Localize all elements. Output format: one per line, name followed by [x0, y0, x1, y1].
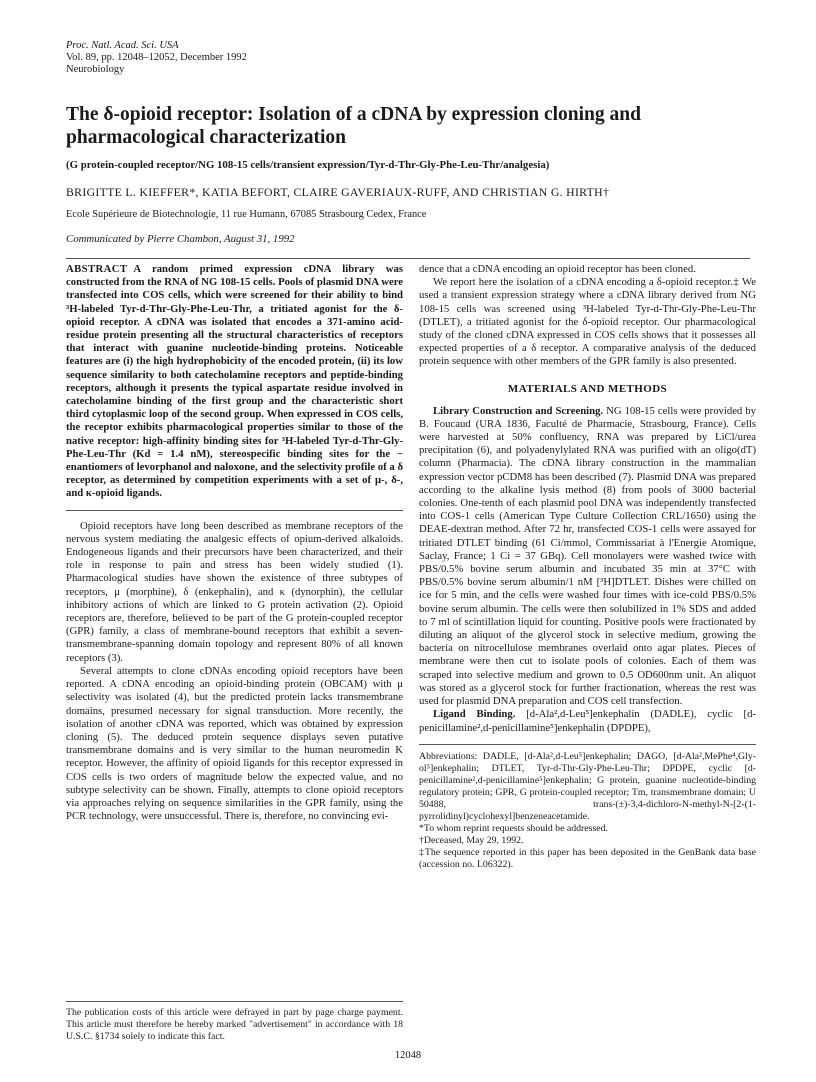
article-title: The δ-opioid receptor: Isolation of a cDNA by expression cloning and pharmacological characterization	[66, 104, 641, 148]
keywords: (G protein-coupled receptor/NG 108-15 cells/transient expression/Tyr-d-Thr-Gly-Phe-Leu-Thr/analgesia)	[66, 159, 550, 171]
page-number: 12048	[394, 1050, 422, 1061]
affiliation: Ecole Supérieure de Biotechnologie, 11 rue Humann, 67085 Strasbourg Cedex, France	[66, 209, 427, 220]
charges-text: The publication costs of this article were defrayed in part by page charge payment. This article must therefore be hereby marked "advertisement" in accordance with 18 U.S.C. §1734 solely to indicate this fact.	[66, 1007, 403, 1042]
footnote-genbank: ‡The sequence reported in this paper has been deposited in the GenBank data base (accession no. L06322).	[419, 846, 756, 870]
abbreviations: Abbreviations: DADLE, [d-Ala²,d-Leu⁵]enkephalin; DAGO, [d-Ala²,MePhe⁴,Gly-ol⁵]enkephalin; DTLET, Tyr-d-Thr-Gly-Phe-Leu-Thr; DPDPE, cyclic [d-penicillamine²,d-penicillamine⁵]enkephalin; G protein, guanine nucleotide-binding regulatory protein; GPR, G protein-coupled receptor; Tm, transmembrane domain; U 50488, trans-(±)-3,4-dichloro-N-methyl-N-[2-(1-pyrrolidinyl)cyclohexyl]benzeneacetamide.	[419, 744, 756, 823]
journal-volume: Vol. 89, pp. 12048–12052, December 1992	[66, 52, 247, 63]
ligand-text: [d-Ala²,d-Leu⁵]enkephalin (DADLE), cyclic [d-penicillamine²,d-penicillamine⁵]enkephalin (DPDPE),	[419, 708, 757, 734]
header-rule	[66, 258, 750, 259]
page-charges-note	[66, 1001, 403, 1043]
ligand-section	[419, 708, 756, 734]
intro-paragraph-3: dence that a cDNA encoding an opioid receptor has been cloned.	[419, 263, 696, 275]
footnote-deceased: †Deceased, May 29, 1992.	[419, 834, 524, 846]
abstract-label: ABSTRACT	[66, 263, 128, 275]
left-column	[66, 263, 403, 823]
ligand-heading: Ligand Binding.	[433, 708, 516, 721]
library-section	[419, 405, 756, 709]
methods-heading: MATERIALS AND METHODS	[507, 382, 668, 395]
library-heading: Library Construction and Screening.	[433, 404, 604, 417]
abstract-text: A random primed expression cDNA library was constructed from the RNA of NG 108-15 cells. Pools of plasmid DNA were transfected into COS cells, which were screened for their ability to bind ³H-labeled Tyr-d-Thr-Gly-Phe-Leu-Thr, a tritiated agonist for the δ-opioid receptor. A cDNA was isolated that encodes a 371-amino acid-residue protein presenting all the structural characteristics of receptors that interact with guanine nucleotide-binding proteins. Noticeable features are (i) the high hydrophobicity of the encoded protein, (ii) its low sequence similarity to both catecholamine receptors and peptide-binding receptors, although it presents the typical aspartate residue involved in catecholamine binding of the first group and the characteristic short third cytoplasmic loop of the second group. When expressed in COS cells, the receptor exhibits pharmacological properties similar to those of the native receptor: high-affinity binding sites for ³H-labeled Tyr-d-Thr-Gly-Phe-Leu-Thr (Kd = 1.4 nM), stereospecific binding sites for the − enantiomers of levorphanol and naloxone, and the selectivity profile of a δ receptor, as determined by competition experiments with a set of μ-, δ-, and κ-opioid ligands.	[66, 263, 403, 500]
journal-section: Neurobiology	[66, 64, 125, 75]
library-text: NG 108-15 cells were provided by B. Foucaud (URA 1836, Faculté de Pharmacie, Strasbourg, France). Cells were harvested at 50% confluency, RNA was prepared by LiCl/urea precipitation (6), and polyadenylylated RNA was purified with an oligo(dT) column (Pharmacia). The cDNA library construction in the mammalian expression vector pCDM8 has been described (7). Plasmid DNA was prepared according to the alkaline lysis method (8) from pools of 3000 bacterial colonies. One-tenth of each plasmid pool DNA was independently transfected into COS-1 cells (American Type Culture Collection CRL/1650) using the DEAE-dextran method. After 72 hr, transfected COS-1 cells were assayed for tritiated DTLET binding (61 Ci/mmol, Commissariat à l'Energie Atomique, Saclay, France; 1 Ci = 37 GBq). Cell monolayers were washed twice with PBS/0.5% bovine serum albumin and incubated 35 min at 37°C with PBS/0.5% bovine serum albumin/1 nM [³H]DTLET. Dishes were chilled on ice for 5 min, and the cells were washed four times with ice-cold PBS/0.5% bovine serum albumin. The cells were then solubilized in 1% SDS and added to 7 ml of scintillation liquid for counting. Positive pools were fractionated by diluting an aliquot of the glycerol stock in selective medium, growing the bacteria on nitrocellulose membranes overlaid onto agar plates. Pieces of membrane were then cut to isolate pools of colonies. Each of them was scraped into selective medium and grown to 0.5 OD600nm unit. An aliquot was stored as a glycerol stock for further fractionation, whereas the rest was used for plasmid DNA preparation and COS cell transfection.	[419, 404, 756, 708]
intro-paragraph-4: We report here the isolation of a cDNA encoding a δ-opioid receptor.‡ We used a transient expression strategy where a cDNA library derived from NG 108-15 cells was screened using ³H-labeled Tyr-d-Thr-Gly-Phe-Leu-Thr (DTLET), a tritiated agonist for the δ-opioid receptor. Our pharmacological study of the cloned cDNA expressed in COS cells shows that it possesses all expected properties of a δ receptor. A comparative analysis of the deduced protein sequence with other members of the GPR family is also presented.	[419, 276, 756, 368]
communicated-by: Communicated by Pierre Chambon, August 31, 1992	[66, 233, 295, 245]
abstract-rule	[66, 510, 403, 511]
intro-paragraph-1: Opioid receptors have long been described as membrane receptors of the nervous system mediating the analgesic effects of opium-derived alkaloids. Endogeneous ligands and their precursors have been characterized, and their role in response to pain and stress has been widely studied (1). Pharmacological studies have shown the existence of three subtypes of receptors, μ (morphine), δ (enkephalin), and κ (dynorphin), the cellular inhibitory actions of which are linked to G protein activation (2). Opioid receptors are, therefore, believed to be part of the G protein-coupled receptor (GPR) family, a class of membrane-bound receptors that exhibit a seven-transmembrane-spanning domain topology and represent 80% of all known receptors (3).	[66, 519, 403, 664]
right-column	[419, 263, 756, 871]
intro-paragraph-2: Several attempts to clone cDNAs encoding opioid receptors have been reported. A cDNA encoding an opioid-binding protein (OBCAM) with μ selectivity was isolated (4), but the predicted protein lacks transmembrane domains, presumed necessary for signal transduction. More recently, the isolation of another cDNA was reported, which was obtained by expression cloning (5). The deduced protein sequence displays seven putative transmembrane domains and is very similar to the human neuromedin K receptor. However, the affinity of opioid ligands for this receptor expressed in COS cells is two orders of magnitude below the expected value, and no subtype selectivity can be shown. Finally, attempts to clone opioid receptors via approaches relying on sequence similarities in the GPR family, using the PCR technology, were unsuccessful. There is, therefore, no convincing evi-	[66, 664, 403, 823]
authors: BRIGITTE L. KIEFFER*, KATIA BEFORT, CLAIRE GAVERIAUX-RUFF, AND CHRISTIAN G. HIRTH†	[66, 185, 610, 199]
journal-header	[66, 40, 247, 76]
footnote-reprint: *To whom reprint requests should be addressed.	[419, 822, 608, 834]
journal-name: Proc. Natl. Acad. Sci. USA	[66, 40, 179, 51]
abstract	[66, 263, 403, 501]
